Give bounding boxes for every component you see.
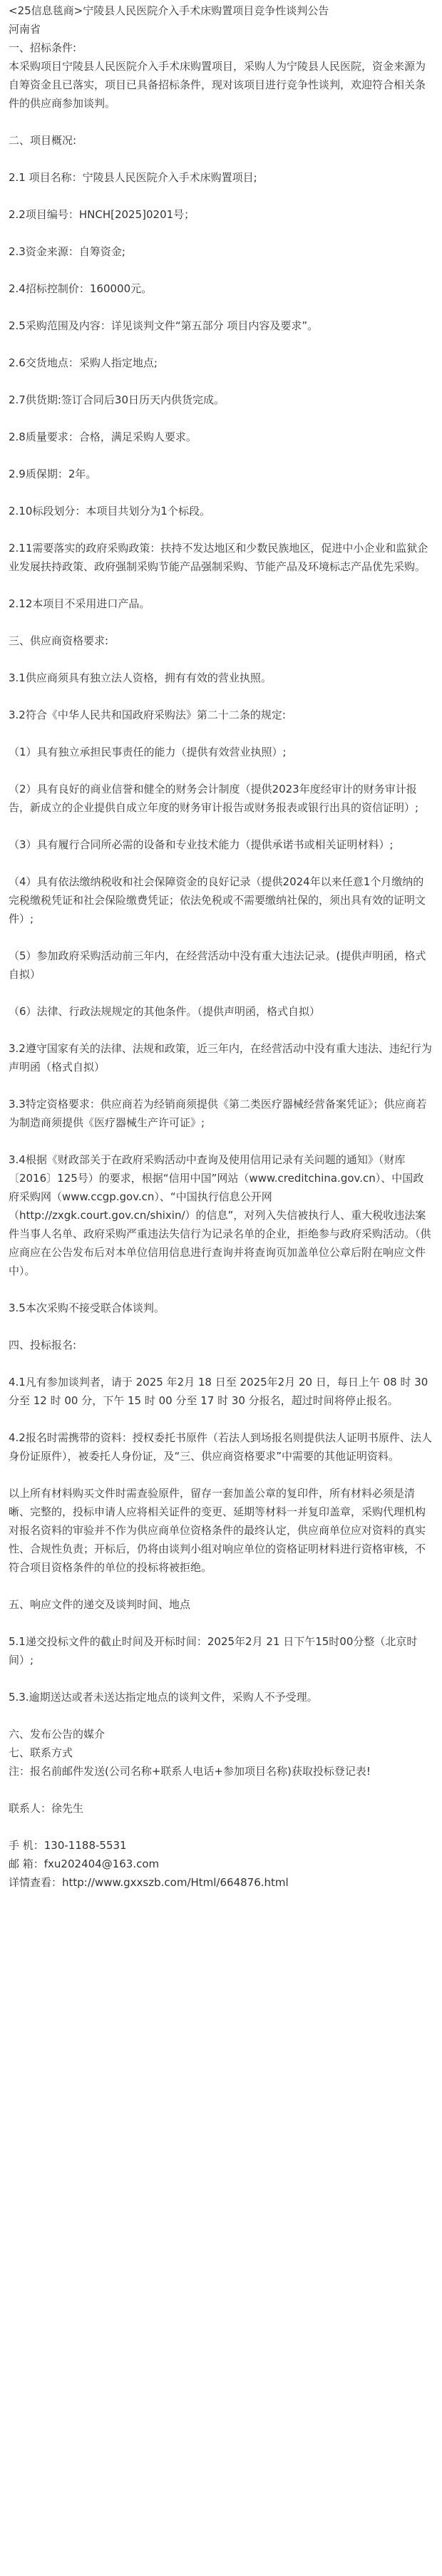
qualification-item: 3.3特定资格要求：供应商若为经销商须提供《第二类医疗器械经营备案凭证》；供应商若为制造商须提供《医疗器械生产许可证》; <box>9 1098 427 1129</box>
contact-email: 邮 箱：fxu202404@163.com <box>9 1858 160 1870</box>
project-number: 2.2项目编号：HNCH[2025]0201号； <box>9 208 195 221</box>
region-label: 河南省 <box>9 23 41 36</box>
delivery-period: 2.7供货期:签订合同后30日历天内供货完成。 <box>9 393 225 406</box>
delivery-location: 2.6交货地点：采购人指定地点; <box>9 356 158 369</box>
qualification-item: （3）具有履行合同所必需的设备和专业技术能力（提供承诺书或相关证明材料）; <box>9 838 394 851</box>
section-7-title: 七、联系方式 <box>9 1746 73 1759</box>
registration-materials: 4.2报名时需携带的资料：授权委托书原件（若法人到场报名则提供法人证明书原件、法人身份证原件），被委托人身份证，及“三、供应商资格要求”中需要的其他证明资料。 <box>9 1431 432 1463</box>
section-1-body: 本采购项目宁陵县人民医院介入手术床购置项目，采购人为宁陵县人民医院，资金来源为自筹资金且已落实，项目已具备招标条件，现对该项目进行竞争性谈判，欢迎符合相关条件的供应商参加谈判。 <box>9 60 426 110</box>
section-3-title: 三、供应商资格要求: <box>9 634 109 647</box>
qualification-item: （2）具有良好的商业信誉和健全的财务会计制度（提供2023年度经审计的财务审计报告，新成立的企业提供自成立年度的财务审计报告或财务报表或银行出具的资信证明）; <box>9 783 419 814</box>
registration-notes: 以上所有材料购买文件时需查验原件，留存一套加盖公章的复印件，所有材料必须是清晰、完整的，投标申请人应将相关证件的变更、延期等材料一并复印盖章，采购代理机构对报名资料的审验并不作为供应商单位资格条件的最终认定，供应商单位应对资料的真实性、合规性负责；开标后，仍将由谈判小组对响应单位的资格证明材料进行资格审核，不符合项目资格条件的单位的投标将被拒绝。 <box>9 1487 426 1574</box>
section-1-title: 一、招标条件: <box>9 41 77 54</box>
qualification-item: 3.2符合《中华人民共和国政府采购法》第二十二条的规定: <box>9 709 286 721</box>
detail-link[interactable]: 详情查看：http://www.gxxszb.com/Html/664876.html <box>9 1876 289 1889</box>
qualification-item: 3.1供应商须具有独立法人资格，拥有有效的营业执照。 <box>9 671 272 684</box>
submission-deadline: 5.1递交投标文件的截止时间及开标时间：2025年2月 21 日下午15时00分整（北京时间）; <box>9 1635 418 1666</box>
procurement-scope: 2.5采购范围及内容：详见谈判文件“第五部分 项目内容及要求”。 <box>9 319 319 332</box>
contact-phone: 手 机：130-1188-5531 <box>9 1839 127 1852</box>
control-price: 2.4招标控制价：160000元。 <box>9 282 153 295</box>
qualification-item: （1）具有独立承担民事责任的能力（提供有效营业执照）; <box>9 746 287 758</box>
qualification-item: 3.5本次采购不接受联合体谈判。 <box>9 1302 165 1314</box>
project-name: 2.1 项目名称：宁陵县人民医院介入手术床购置项目; <box>9 171 257 184</box>
registration-email-note: 注：报名前邮件发送(公司名称+联系人电话+参加项目名称)获取投标登记表! <box>9 1765 371 1778</box>
qualification-item: （6）法律、行政法规规定的其他条件。（提供声明函，格式自拟） <box>9 1005 321 1018</box>
announcement-title: <25信息毯商>宁陵县人民医院介入手术床购置项目竞争性谈判公告 <box>9 4 329 17</box>
fund-source: 2.3资金来源：自筹资金; <box>9 245 125 258</box>
warranty-period: 2.9质保期：2年。 <box>9 468 97 480</box>
lot-division: 2.10标段划分：本项目共划分为1个标段。 <box>9 505 210 517</box>
qualification-item: （4）具有依法缴纳税收和社会保障资金的良好记录（提供2024年以来任意1个月缴纳的完税缴税凭证和社会保险缴费凭证；依法免税或不需要缴纳社保的，须出具有效的证明文件）; <box>9 875 426 925</box>
section-4-title: 四、投标报名: <box>9 1339 77 1351</box>
procurement-policy: 2.11需要落实的政府采购政策：扶持不发达地区和少数民族地区，促进中小企业和监狱企业发展扶持政策、政府强制采购节能产品强制采购、节能产品及环境标志产品优先采购。 <box>9 542 428 573</box>
contact-person: 联系人：徐先生 <box>9 1802 84 1815</box>
import-policy: 2.12本项目不采用进口产品。 <box>9 597 150 610</box>
late-submission-note: 5.3.逾期送达或者未送达指定地点的谈判文件，采购人不予受理。 <box>9 1691 318 1704</box>
section-6-title: 六、发布公告的媒介 <box>9 1728 106 1741</box>
section-2-title: 二、项目概况: <box>9 134 77 147</box>
section-5-title: 五、响应文件的递交及谈判时间、地点 <box>9 1598 191 1611</box>
qualification-item: （5）参加政府采购活动前三年内，在经营活动中没有重大违法记录。(提供声明函，格式自拟） <box>9 949 426 981</box>
qualification-item: 3.4根据《财政部关于在政府采购活动中查询及使用信用记录有关问题的通知》（财库〔2016〕125号）的要求，根据“信用中国”网站（www.creditchina.gov.cn）、中国政府采购网（www.ccgp.gov.cn）、“中国执行信息公开网（http://zxgk.court.gov.cn/shixin/）的信息”，对列入失信被执行人、重大税收违法案件当事人名单、政府采购严重违法失信行为记录名单的企业，拒绝参与政府采购活动。（供应商应在公告发布后对本单位信用信息进行查询并将查询页加盖单位公章后附在响应文件中）。 <box>9 1153 431 1277</box>
quality-requirement: 2.8质量要求：合格，满足采购人要求。 <box>9 431 197 443</box>
registration-time: 4.1凡有参加谈判者，请于 2025 年2月 18 日至 2025年2月 20 日，每日上午 08 时 30 分至 12 时 00 分，下午 15 时 00 分至 17 时 30 分报名，超过时间将停止报名。 <box>9 1376 428 1407</box>
qualification-item: 3.2遵守国家有关的法律、法规和政策，近三年内，在经营活动中没有重大违法、违纪行为声明函（格式自拟） <box>9 1042 432 1073</box>
